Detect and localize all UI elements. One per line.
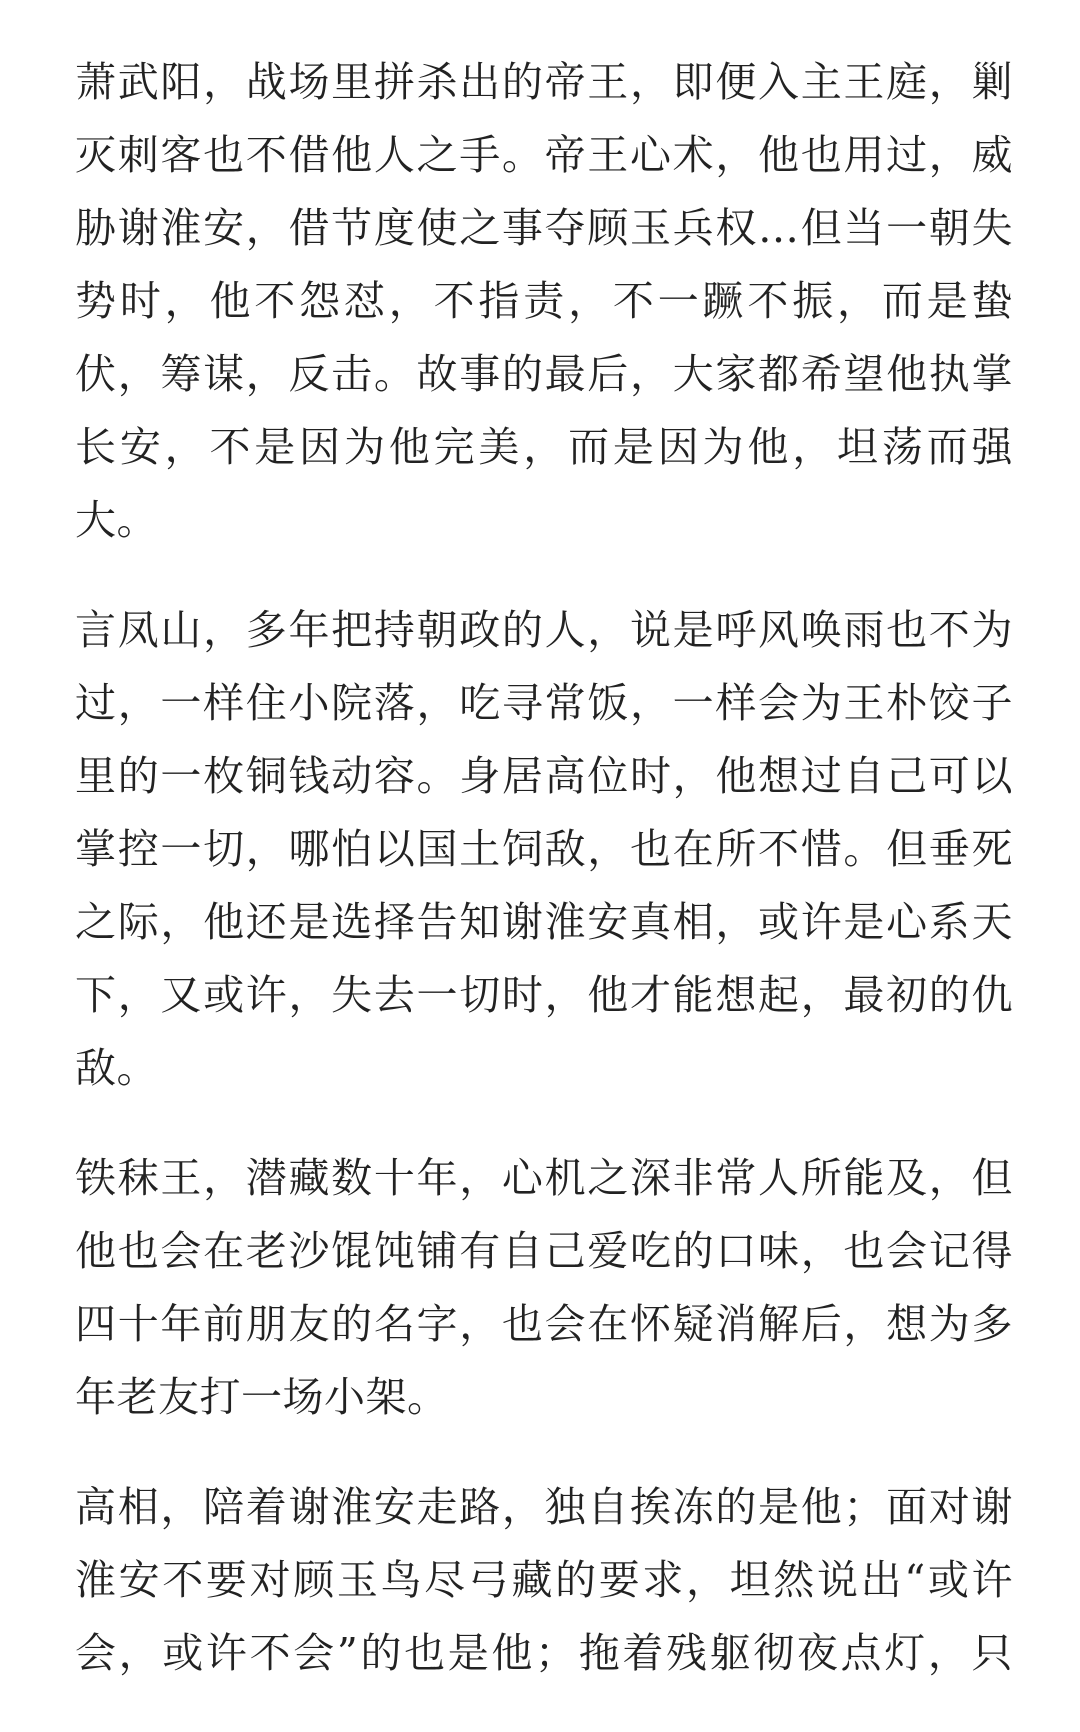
text-line: 里的一枚铜钱动容。身居高位时，他想过自己可以 bbox=[75, 752, 1013, 800]
paragraph-xiao-wuyang bbox=[75, 46, 1013, 557]
text-line: 灭刺客也不借他人之手。帝王心术，他也用过，威 bbox=[75, 131, 1013, 179]
text-line: 年老友打一场小架。 bbox=[75, 1373, 449, 1421]
text-line: 高相，陪着谢淮安走路，独自挨冻的是他；面对谢 bbox=[75, 1483, 1013, 1531]
text-line: 敌。 bbox=[75, 1044, 158, 1092]
text-line: 掌控一切，哪怕以国土饲敌，也在所不惜。但垂死 bbox=[75, 825, 1013, 873]
text-line: 下，又或许，失去一切时，他才能想起，最初的仇 bbox=[75, 971, 1013, 1019]
text-line: 长安，不是因为他完美，而是因为他，坦荡而强 bbox=[75, 423, 1013, 471]
paragraph-yan-fengshan bbox=[75, 594, 1013, 1105]
text-line: 之际，他还是选择告知谢淮安真相，或许是心系天 bbox=[75, 898, 1013, 946]
text-line: 淮安不要对顾玉鸟尽弓藏的要求，坦然说出“或许 bbox=[75, 1556, 1013, 1604]
text-line: 胁谢淮安，借节度使之事夺顾玉兵权…但当一朝失 bbox=[75, 204, 1013, 252]
text-line: 伏，筹谋，反击。故事的最后，大家都希望他执掌 bbox=[75, 350, 1013, 398]
paragraph-gao-xiang bbox=[75, 1471, 1013, 1690]
text-line: 四十年前朋友的名字，也会在怀疑消解后，想为多 bbox=[75, 1300, 1013, 1348]
text-line: 铁秣王，潜藏数十年，心机之深非常人所能及，但 bbox=[75, 1154, 1013, 1202]
text-line: 他也会在老沙馄饨铺有自己爱吃的口味，也会记得 bbox=[75, 1227, 1013, 1275]
text-line: 大。 bbox=[75, 496, 158, 544]
article-body bbox=[75, 46, 1013, 1727]
paragraph-tie-mo-wang bbox=[75, 1142, 1013, 1434]
text-line: 言凤山，多年把持朝政的人，说是呼风唤雨也不为 bbox=[75, 606, 1013, 654]
text-line: 萧武阳，战场里拼杀出的帝王，即便入主王庭，剿 bbox=[75, 58, 1013, 106]
text-line: 过，一样住小院落，吃寻常饭，一样会为王朴饺子 bbox=[75, 679, 1013, 727]
text-line: 势时，他不怨怼，不指责，不一蹶不振，而是蛰 bbox=[75, 277, 1013, 325]
text-line: 会，或许不会”的也是他；拖着残躯彻夜点灯，只 bbox=[75, 1629, 1013, 1677]
